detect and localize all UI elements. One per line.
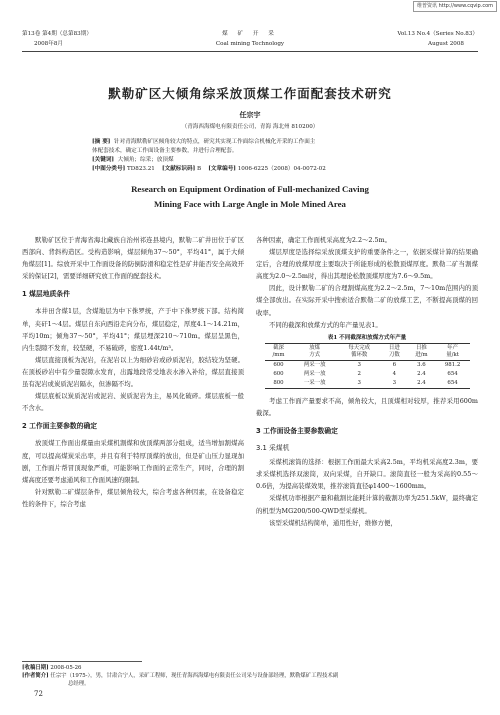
paragraph: 因此，设计默勒二矿的合理割煤高度为2.2～2.5m，7～10m范围内的顶煤全部放出。在实际开采中搜索适合默勒二矿的放煤工艺，不断提高顶煤的回收率。: [256, 284, 478, 317]
table-header-cell: 放煤 方式: [292, 343, 337, 360]
section-heading-1: 1 煤层地质条件: [22, 290, 70, 299]
header-journal-cn: 煤 矿 开 采: [222, 31, 278, 37]
header-issue: 第13卷 第4期（总第83期）: [22, 31, 92, 37]
paragraph: 放顶煤工作面出煤量由采煤机割煤和放顶煤两部分组成，适当增加割煤高度，可以提高煤炭采出率，并且有利于特厚顶煤的放出，但是矿山压力显现加剧，工作面片帮冒顶现象严重，可能影响工作面的正常生产，同时，合理的割煤高度还要考虑通风和工作面风速的限制。: [22, 439, 244, 484]
table-cell: 3: [337, 379, 382, 389]
table-cell: 6: [392, 361, 397, 368]
left-column: [22, 234, 244, 510]
paragraph: 不同的截深和放煤方式的年产量见表1。: [269, 320, 382, 329]
table-header-cell: 日推 进/m: [407, 343, 435, 360]
table-cell: 981.2: [444, 361, 461, 368]
table-cell: 3: [381, 379, 407, 389]
table-cell: 654: [436, 379, 470, 389]
paragraph: 煤层直接顶板为泥岩，在泥岩以上为细砂岩或砂质泥岩，胶结较为坚硬。在顶板砂岩中有少量裂隙水发育，出露地段常受地表水渗入补给，煤层直接顶虽有泥岩或炭质泥岩隔水，但渗隔不均。: [22, 355, 244, 389]
table-cell: 654: [447, 370, 458, 377]
paragraph: 各种因素，确定工作面机采高度为2.2～2.5m。: [256, 236, 392, 244]
table-caption: 表1 不同截深和放煤方式年产量: [327, 334, 407, 341]
abstract-label: [摘 要]: [92, 139, 111, 145]
table-cell: 600: [273, 370, 284, 377]
header-volume: Vol.13 No.4（Series No.83）: [397, 31, 478, 37]
table-cell: 一采一放: [292, 379, 337, 389]
header-journal-en: Coal mining Technology: [215, 41, 285, 47]
table-cell: 3.6: [417, 361, 426, 368]
paragraph: 本井田含煤1层，含煤地层为中下侏罗统，产于中下侏罗统下部。结构简单，夹矸1～4层。煤层自东向西沿走向分布，煤层稳定，厚度4.1～14.21m，平均10m；倾角37～50°，平均41°；煤层埋深210～710m。煤层呈黑色，内生裂隙不发育，较坚硬，不易破碎，密度1.44t/m³。: [22, 307, 244, 352]
page-number: 72: [34, 690, 43, 698]
keywords: 大倾角；综采；放顶煤: [117, 157, 174, 163]
table-cell: 4: [392, 370, 397, 377]
author-bio-cont: 总经理。: [68, 681, 90, 687]
english-title-line-1: Research on Equipment Ordination of Full-mechanized Caving: [131, 184, 369, 194]
paragraph: 该型采煤机结构简单，通用性好，维修方便，: [269, 518, 397, 527]
table-row: [265, 370, 470, 379]
header-rule: [22, 51, 478, 52]
article-no-value: 1006-6225（2008）04-0072-02: [237, 166, 326, 172]
section-heading-2: 2 工作面主要参数的确定: [22, 422, 98, 431]
yield-table: [265, 343, 470, 389]
table-row: [265, 379, 470, 389]
english-title-line-2: Mining Face with Large Angle in Mole Mined Area: [154, 199, 346, 209]
abstract-text-2: 体配套技术，确定工作面设备主要参数，并进行合理配套。: [92, 148, 238, 154]
watermark-stamp: 维普资讯 http://www.cqvip.com: [413, 1, 497, 12]
author: 任宗宇: [239, 110, 261, 119]
affiliation: （青海西海煤电有限责任公司，青海 海北州 810200）: [181, 124, 319, 130]
paper-title: 默勒矿区大倾角综采放顶煤工作面配套技术研究: [108, 86, 392, 101]
clc-value: TD823.21: [127, 166, 155, 172]
paragraph: 考虑工作面产量要求不高，倾角较大，且顶煤相对较厚，推荐采用600m截深。: [256, 396, 478, 417]
table-row: [265, 360, 470, 370]
paragraph: 煤层底板以炭质泥岩或泥岩、炭质泥岩为主，易风化破碎。煤层底板一般不含水。: [22, 392, 244, 413]
abstract-text-1: 针对青海默勒矿区倾角较大的特点，研究其实现工作面综合机械化开采的工作面主: [114, 139, 316, 145]
doc-code-label: [文献标识码]: [161, 166, 196, 172]
author-bio: 任宗宇（1975-），男，甘肃合宁人，采矿工程师，现任青海西海煤电有限责任公司采与设备部经理，默勒煤矿工程技术副: [50, 673, 339, 679]
table-cell: 3: [357, 361, 361, 368]
paragraph: 针对默勒二矿煤层条件，煤层倾角较大，综合考虑各种因素，在设备稳定性的条件下，综合考虑: [22, 487, 244, 508]
table-cell: 800: [265, 379, 293, 389]
doc-code-value: B: [197, 166, 202, 172]
subsection-heading: 3.1 采煤机: [256, 444, 290, 453]
footnote-rule: [22, 661, 142, 662]
abstract: [92, 138, 422, 174]
table-header-cell: 每天完成 循环数: [337, 343, 382, 360]
article-no-label: [文章编号]: [208, 166, 236, 172]
table-header-cell: 截深 /mm: [265, 343, 293, 360]
received-date: 2008-05-26: [50, 665, 82, 671]
keywords-label: [关键词]: [92, 157, 115, 163]
paragraph: 默勒矿区位于青海省海北藏族自治州祁连县境内，默勒二矿井田位于矿区西部向、背斜构造区。受构造影响，煤层倾角37～50°，平均41°，属于大倾角煤层[1]。综放开采中工作面设备的防倒防滑和稳定性是矿井能否安全高效开采的保证[2]，需要详细研究放工作面的配套技术。: [22, 236, 244, 281]
table-cell: 2: [357, 370, 361, 377]
table-cell: 两采一放: [303, 370, 326, 377]
header-month: August 2008: [428, 41, 464, 47]
table-cell: 2.4: [417, 370, 426, 377]
table-body: [265, 360, 470, 388]
table-header-cell: 日进 刀数: [381, 343, 407, 360]
table-header-row: [265, 343, 470, 360]
footnote: [22, 664, 478, 688]
table-header-cell: 年产 量/kt: [436, 343, 470, 360]
table-cell: 两采一放: [303, 361, 326, 368]
table-cell: 600: [273, 361, 284, 368]
paragraph: 采煤机功率根据产量和截割比能耗计算的截割功率为251.5kW，最终确定的机型为MG200/500-QWD型采煤机。: [256, 494, 478, 515]
clc-label: [中图分类号]: [92, 166, 126, 172]
section-heading-3: 3 工作面设备主要参数确定: [256, 426, 338, 435]
received-date-label: [收稿日期]: [22, 665, 49, 671]
table-cell: 2.4: [407, 379, 435, 389]
header-date: 2008年8月: [34, 41, 63, 47]
author-bio-label: [作者简介]: [22, 673, 49, 679]
right-column: [256, 234, 478, 529]
paragraph: 采煤机滚筒的选择：根据工作面最大采高2.5m，平均机采高度2.3m，要求采煤机选择双滚筒，双向采煤，自开缺口。滚筒直径一般为采高的0.55～0.6倍，为提高装煤效果，推荐滚筒直径φ1400～1600mm。: [256, 458, 478, 491]
paragraph: 煤层厚度是选择综采放顶煤支护的重要条件之一，依据采煤计算的结果确定后，合理的放煤厚度主要取决于所能形成的松散顶煤厚度。默勒二矿当割煤高度为2.0～2.5m时，得出其理论松散顶煤厚度为7.6～9.5m。: [256, 248, 478, 281]
